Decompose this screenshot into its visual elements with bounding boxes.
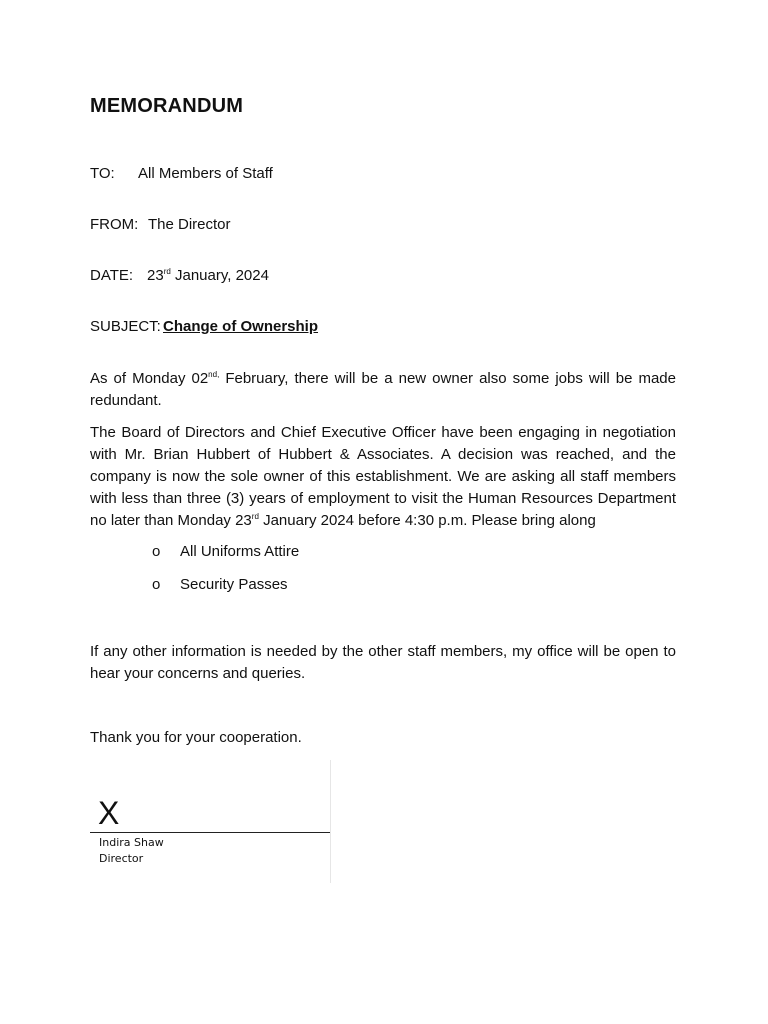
subject-field — [90, 317, 318, 337]
signer-name: Indira Shaw — [99, 836, 164, 849]
signature-line — [90, 832, 330, 833]
paragraph-details — [90, 422, 676, 532]
list-bullet: o — [152, 543, 161, 560]
date-field — [90, 266, 269, 286]
date-value — [147, 266, 269, 286]
paragraph-announcement — [90, 368, 676, 412]
p1-sup: nd, — [208, 370, 220, 379]
signature-block[interactable] — [90, 760, 331, 883]
to-label: TO: — [90, 165, 115, 182]
date-day: 23 — [147, 267, 164, 284]
from-label: FROM: — [90, 216, 139, 233]
list-item-text: All Uniforms Attire — [180, 543, 300, 560]
date-label: DATE: — [90, 267, 134, 284]
to-value: All Members of Staff — [138, 165, 273, 182]
memo-title: MEMORANDUM — [90, 95, 244, 117]
from-field — [90, 215, 231, 235]
subject-label: SUBJECT: — [90, 318, 161, 335]
p1-before: As of Monday 02 — [90, 370, 209, 387]
list-bullet: o — [152, 576, 161, 593]
p2-after: January 2024 before 4:30 p.m. Please bring along — [258, 512, 596, 529]
subject-value: Change of Ownership — [163, 318, 319, 335]
date-rest: January, 2024 — [170, 267, 269, 284]
paragraph-thanks: Thank you for your cooperation. — [90, 729, 302, 746]
p2-before: The Board of Directors and Chief Executive Officer have been engaging in negotiation with Mr. Brian Hubbert of Hubbert & Associates. A decision was reached, and the company is now the sole owner of this establishment. We are asking all staff members with less than three (3) years of employment to visit the Human Resources Department no later than Monday 23 — [90, 424, 676, 529]
p1-after: February, there will be a new owner also some jobs will be made redundant. — [90, 370, 676, 409]
signature-mark: X — [98, 795, 120, 831]
p2-sup: rd — [251, 512, 259, 521]
from-value: The Director — [148, 216, 231, 233]
list-item — [152, 576, 288, 593]
list-item-text: Security Passes — [180, 576, 288, 593]
signer-role: Director — [99, 852, 144, 865]
paragraph-office: If any other information is needed by the other staff members, my office will be open to hear your concerns and queries. — [90, 643, 676, 682]
list-item — [152, 543, 299, 560]
date-suffix: rd — [163, 267, 171, 276]
to-field — [90, 164, 273, 184]
